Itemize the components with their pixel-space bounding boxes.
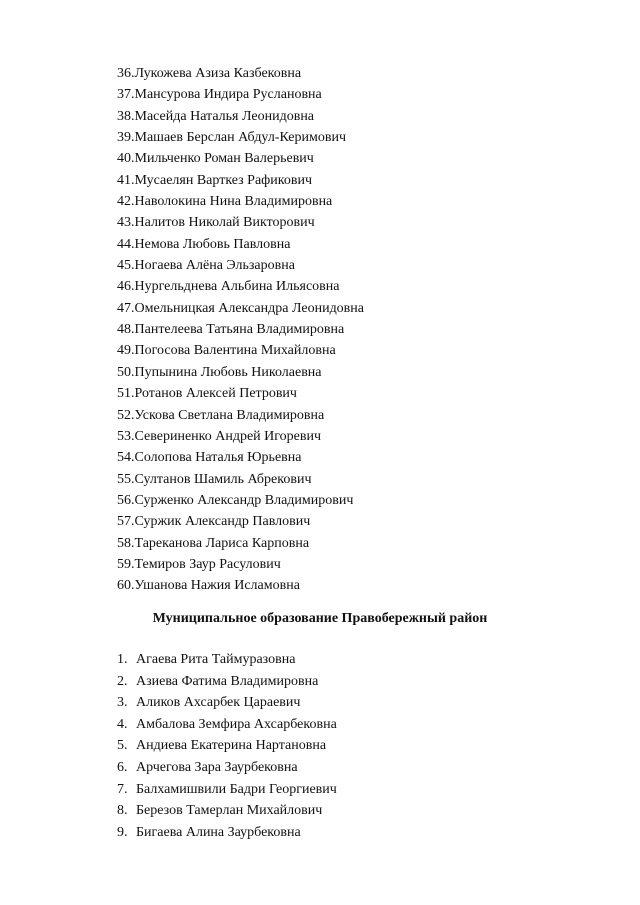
list-item — [117, 170, 364, 191]
item-name: Султанов Шамиль Абрекович — [134, 471, 312, 487]
item-name: Солопова Наталья Юрьевна — [134, 450, 302, 466]
item-name: Наволокина Нина Владимировна — [134, 194, 333, 210]
item-number: 2. — [117, 673, 128, 689]
item-number: 51. — [117, 386, 135, 402]
list-item — [117, 554, 364, 575]
item-number: 49. — [117, 343, 135, 359]
list-item — [117, 234, 364, 255]
item-name: Машаев Берслан Абдул-Керимович — [134, 130, 346, 146]
item-number: 56. — [117, 492, 135, 508]
item-number: 41. — [117, 172, 135, 188]
item-name: Бигаева Алина Заурбековна — [136, 824, 301, 840]
item-name: Мусаелян Варткез Рафикович — [134, 172, 312, 188]
item-name: Ушанова Нажия Исламовна — [134, 578, 300, 594]
list-item — [117, 106, 364, 127]
item-number: 4. — [117, 716, 128, 732]
item-name: Погосова Валентина Михайловна — [134, 343, 336, 359]
item-number: 48. — [117, 322, 135, 338]
item-number: 9. — [117, 824, 128, 840]
item-name: Омельницкая Александра Леонидовна — [134, 300, 365, 316]
list-item — [117, 800, 337, 822]
list-item — [117, 822, 337, 844]
name-list-new — [117, 649, 337, 843]
item-number: 40. — [117, 151, 135, 167]
list-item — [117, 148, 364, 169]
item-name: Аликов Ахсарбек Цараевич — [136, 695, 301, 711]
item-name: Сурженко Александр Владимирович — [134, 492, 354, 508]
item-number: 53. — [117, 428, 135, 444]
list-item — [117, 469, 364, 490]
list-item — [117, 405, 364, 426]
item-name: Андиева Екатерина Нартановна — [136, 738, 327, 754]
list-item — [117, 490, 364, 511]
item-number: 42. — [117, 194, 135, 210]
item-name: Пантелеева Татьяна Владимировна — [134, 322, 345, 338]
item-name: Балхамишвили Бадри Георгиевич — [136, 781, 337, 797]
item-name: Ротанов Алексей Петрович — [134, 386, 297, 402]
item-number: 7. — [117, 781, 128, 797]
list-item — [117, 127, 364, 148]
item-number: 6. — [117, 759, 128, 775]
item-number: 55. — [117, 471, 135, 487]
item-name: Темиров Заур Расулович — [134, 556, 281, 572]
item-name: Арчегова Зара Заурбековна — [136, 759, 298, 775]
list-item — [117, 63, 364, 84]
item-number: 8. — [117, 803, 128, 819]
item-name: Пупынина Любовь Николаевна — [134, 364, 322, 380]
item-number: 52. — [117, 407, 135, 423]
item-name: Тареканова Лариса Карповна — [134, 535, 310, 551]
item-name: Березов Тамерлан Михайлович — [136, 803, 323, 819]
list-item — [117, 533, 364, 554]
item-number: 47. — [117, 300, 135, 316]
item-name: Нургельднева Альбина Ильясовна — [134, 279, 340, 295]
list-item — [117, 426, 364, 447]
item-number: 36. — [117, 66, 135, 81]
item-name: Масейда Наталья Леонидовна — [134, 108, 315, 124]
item-number: 37. — [117, 87, 135, 103]
item-name: Мильченко Роман Валерьевич — [134, 151, 314, 167]
item-name: Лукожева Азиза Казбековна — [134, 66, 302, 81]
item-number: 54. — [117, 450, 135, 466]
item-name: Налитов Николай Викторович — [134, 215, 315, 231]
item-name: Амбалова Земфира Ахсарбековна — [136, 716, 337, 732]
list-item — [117, 447, 364, 468]
list-item — [117, 298, 364, 319]
item-number: 57. — [117, 514, 135, 530]
item-name: Азиева Фатима Владимировна — [136, 673, 319, 689]
list-item — [117, 671, 337, 693]
list-item — [117, 276, 364, 297]
item-name: Агаева Рита Таймуразовна — [136, 652, 296, 667]
list-item — [117, 212, 364, 233]
item-name: Мансурова Индира Руслановна — [134, 87, 322, 103]
item-number: 60. — [117, 578, 135, 594]
item-number: 3. — [117, 695, 128, 711]
list-item — [117, 649, 337, 671]
list-item — [117, 714, 337, 736]
list-item — [117, 362, 364, 383]
list-item — [117, 511, 364, 532]
item-name: Немова Любовь Павловна — [134, 236, 291, 252]
item-number: 38. — [117, 108, 135, 124]
list-item — [117, 575, 364, 596]
item-number: 59. — [117, 556, 135, 572]
item-number: 44. — [117, 236, 135, 252]
list-item — [117, 319, 364, 340]
item-name: Севериненко Андрей Игоревич — [134, 428, 322, 444]
list-item — [117, 340, 364, 361]
list-item — [117, 255, 364, 276]
item-name: Ускова Светлана Владимировна — [134, 407, 325, 423]
name-list-continued — [117, 63, 364, 597]
item-number: 46. — [117, 279, 135, 295]
list-item — [117, 779, 337, 801]
item-number: 5. — [117, 738, 128, 754]
list-item — [117, 735, 337, 757]
list-item — [117, 191, 364, 212]
item-name: Суржик Александр Павлович — [134, 514, 311, 530]
list-item — [117, 84, 364, 105]
item-number: 43. — [117, 215, 135, 231]
item-number: 1. — [117, 652, 128, 667]
list-item — [117, 757, 337, 779]
item-number: 45. — [117, 258, 135, 274]
item-name: Ногаева Алёна Эльзаровна — [134, 258, 295, 274]
section-heading: Муниципальное образование Правобережный район — [152, 611, 488, 626]
item-number: 58. — [117, 535, 135, 551]
item-number: 39. — [117, 130, 135, 146]
list-item — [117, 383, 364, 404]
item-number: 50. — [117, 364, 135, 380]
list-item — [117, 692, 337, 714]
